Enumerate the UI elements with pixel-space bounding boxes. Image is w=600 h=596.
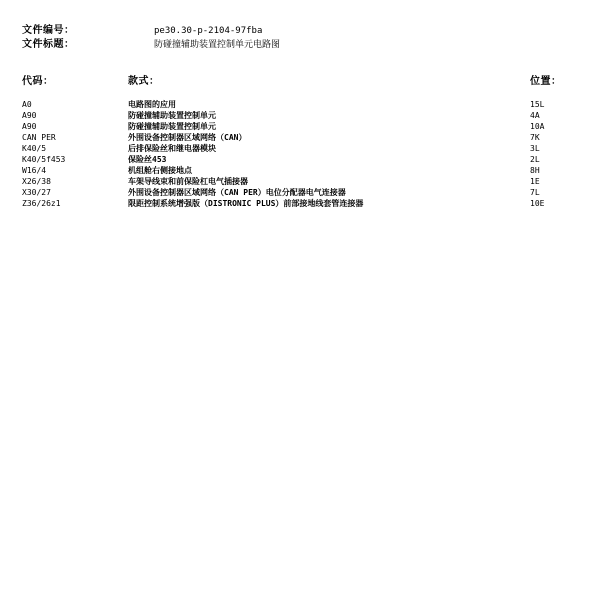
table-row: [0, 187, 600, 198]
table-row: [0, 143, 600, 154]
table-row: [0, 110, 600, 121]
doc-number-label: 文件编号：: [22, 25, 75, 36]
row-pos: 3L: [530, 144, 540, 153]
row-code: K40/5: [22, 144, 47, 153]
row-pos: 10A: [530, 122, 545, 131]
row-code: Z36/26z1: [22, 199, 61, 208]
header-pos: 位置：: [530, 76, 562, 87]
row-desc: 机组舱右侧接地点: [128, 166, 192, 175]
row-desc: 外围设备控制器区域网络（CAN）: [128, 133, 247, 142]
row-desc: 车架导线束和前保险杠电气插接器: [128, 177, 248, 186]
table-row: [0, 121, 600, 132]
row-desc: 防碰撞辅助装置控制单元: [128, 111, 216, 120]
row-code: K40/5f453: [22, 155, 66, 164]
row-pos: 10E: [530, 199, 545, 208]
doc-number-value: pe30.30-p-2104-97fba: [154, 26, 263, 36]
doc-title-label: 文件标题：: [22, 39, 75, 50]
row-desc: 电路图的应用: [128, 100, 176, 109]
header-desc: 款式：: [128, 76, 160, 87]
table-row: [0, 176, 600, 187]
table-row: [0, 132, 600, 143]
row-code: A90: [22, 122, 37, 131]
row-code: A0: [22, 100, 32, 109]
row-pos: 4A: [530, 111, 540, 120]
table-row: [0, 165, 600, 176]
row-desc: 外围设备控制器区域网络（CAN PER）电位分配器电气连接器: [128, 188, 346, 197]
doc-title-value: 防碰撞辅助装置控制单元电路图: [154, 40, 281, 50]
row-pos: 15L: [530, 100, 545, 109]
header-code: 代码：: [22, 76, 54, 87]
row-code: X26/38: [22, 177, 51, 186]
row-desc: 防碰撞辅助装置控制单元: [128, 122, 216, 131]
row-pos: 8H: [530, 166, 540, 175]
table-row: [0, 154, 600, 165]
row-pos: 7L: [530, 188, 540, 197]
row-pos: 2L: [530, 155, 540, 164]
row-desc: 限距控制系统增强版（DISTRONIC PLUS）前部接地线套管连接器: [128, 199, 364, 208]
component-list: [0, 99, 600, 209]
row-desc: 保险丝453: [128, 155, 167, 164]
row-pos: 1E: [530, 177, 540, 186]
table-row: [0, 198, 600, 209]
row-code: CAN PER: [22, 133, 56, 142]
table-row: [0, 99, 600, 110]
row-code: X30/27: [22, 188, 51, 197]
row-desc: 后排保险丝和继电器模块: [128, 144, 216, 153]
row-pos: 7K: [530, 133, 540, 142]
row-code: W16/4: [22, 166, 47, 175]
row-code: A90: [22, 111, 37, 120]
